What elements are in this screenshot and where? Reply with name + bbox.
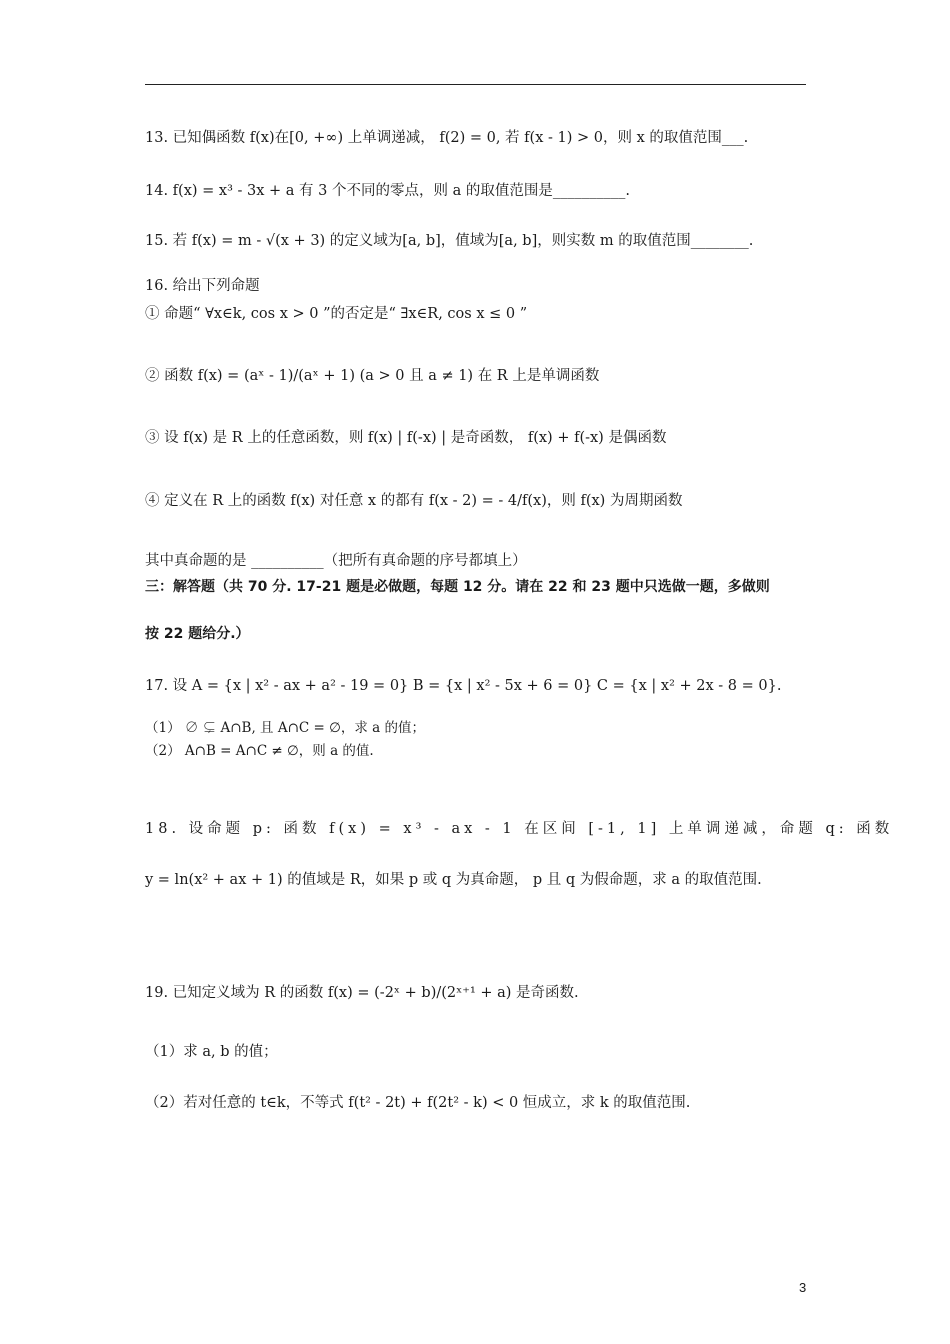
header-rule [145,84,806,85]
question-19-part-1: （1）求 a, b 的值； [145,1044,278,1060]
question-16: 16. 给出下列命题 [145,278,260,294]
question-14: 14. f(x) = x³ - 3x + a 有 3 个不同的零点，则 a 的取值范围是__________. [145,183,630,199]
question-16-item-2: ② 函数 f(x) = (aˣ - 1)/(aˣ + 1) (a > 0 且 a ≠ 1) 在 R 上是单调函数 [145,368,600,384]
page-number: 3 [799,1280,807,1295]
question-17-part-1: （1） ∅ ⊊ A∩B, 且 A∩C = ∅，求 a 的值； [145,720,425,736]
section-3-heading: 三：解答题（共 70 分. 17-21 题是必做题，每题 12 分。请在 22 和 23 题中只选做一题，多做则 [145,579,770,595]
question-15: 15. 若 f(x) = m - √(x + 3) 的定义域为[a, b]，值域为[a, b]，则实数 m 的取值范围________. [145,233,754,249]
question-16-answer-prompt: 其中真命题的是 __________（把所有真命题的序号都填上） [145,553,527,569]
question-16-item-3: ③ 设 f(x) 是 R 上的任意函数，则 f(x) | f(-x) | 是奇函数， f(x) + f(-x) 是偶函数 [145,430,667,446]
section-3-heading-cont: 按 22 题给分.） [145,626,250,642]
question-18-cont: y = ln(x² + ax + 1) 的值域是 R，如果 p 或 q 为真命题， p 且 q 为假命题，求 a 的取值范围. [145,872,762,888]
question-18: 18. 设命题 p: 函数 f(x) = x³ - ax - 1 在区间 [-1, 1] 上单调递减，命题 q: 函数 [145,821,894,837]
question-19-part-2: （2）若对任意的 t∈k，不等式 f(t² - 2t) + f(2t² - k) < 0 恒成立，求 k 的取值范围. [145,1095,691,1111]
question-16-item-4: ④ 定义在 R 上的函数 f(x) 对任意 x 的都有 f(x - 2) = - 4/f(x)，则 f(x) 为周期函数 [145,493,683,509]
question-19: 19. 已知定义域为 R 的函数 f(x) = (-2ˣ + b)/(2ˣ⁺¹ + a) 是奇函数. [145,985,579,1001]
question-13: 13. 已知偶函数 f(x)在[0, +∞) 上单调递减， f(2) = 0, 若 f(x - 1) > 0，则 x 的取值范围___. [145,130,749,146]
question-17-part-2: （2） A∩B = A∩C ≠ ∅，则 a 的值. [145,743,374,759]
question-17: 17. 设 A = {x | x² - ax + a² - 19 = 0} B = {x | x² - 5x + 6 = 0} C = {x | x² + 2x - 8 = 0}. [145,678,782,694]
question-16-item-1: ① 命题“ ∀x∈k, cos x > 0 ”的否定是“ ∃x∈R, cos x ≤ 0 ” [145,306,528,322]
